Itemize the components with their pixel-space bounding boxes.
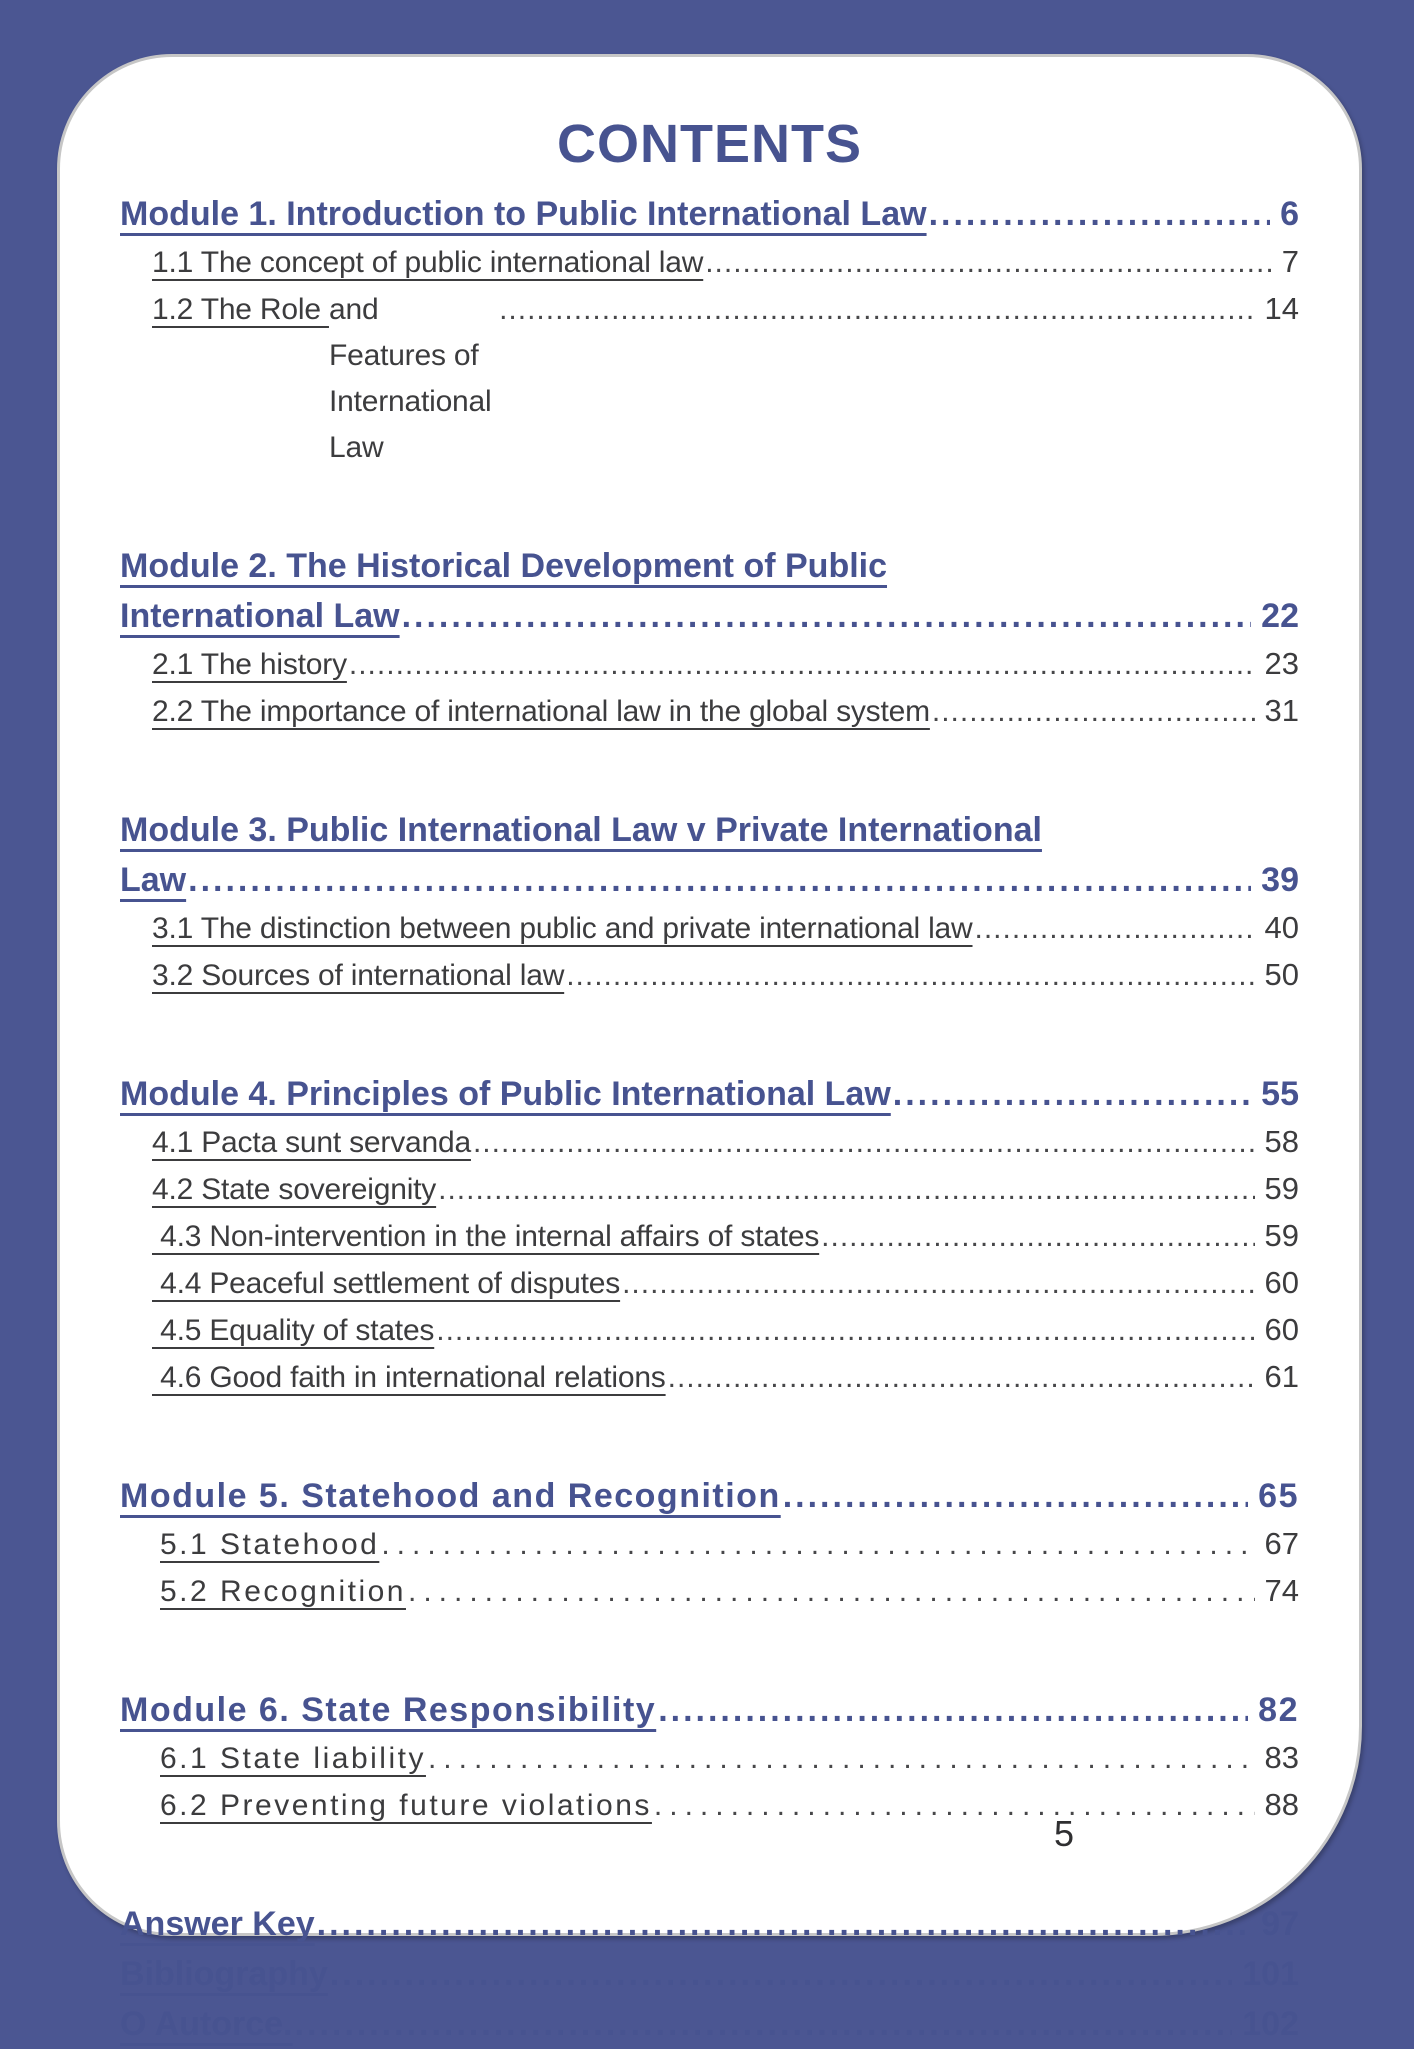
module-heading-text: Module 5. Statehood and Recognition bbox=[120, 1477, 781, 1515]
toc-item-link-text: 4.6 Good faith in international relations bbox=[152, 1361, 666, 1394]
toc-item-link-text: 4.2 State sovereignity bbox=[152, 1173, 437, 1206]
module-heading-text: Module 4. Principles of Public International Law bbox=[120, 1075, 891, 1113]
toc-item-row[interactable] bbox=[120, 952, 1299, 999]
footer-link-row[interactable] bbox=[120, 1899, 1299, 1949]
dot-leader bbox=[929, 189, 1271, 239]
module-heading-text: Module 3. Public International Law v Private International bbox=[120, 811, 1042, 849]
module-page-number: 6 bbox=[1280, 195, 1299, 233]
toc-item-link-text: 4.4 Peaceful settlement of disputes bbox=[152, 1267, 621, 1300]
dot-leader bbox=[473, 1120, 1255, 1166]
toc-item-row[interactable] bbox=[120, 1213, 1299, 1260]
item-page-number: 88 bbox=[1264, 1787, 1299, 1822]
footer-page-number: 97 bbox=[1261, 1905, 1299, 1943]
item-page-number: 40 bbox=[1264, 910, 1299, 945]
toc-item-rest-text: and Features of International Law bbox=[328, 293, 492, 464]
footer-link-text: O Autorce. bbox=[120, 2005, 293, 2043]
toc-item-link-text: 1.1 The concept of public international law bbox=[152, 246, 704, 279]
toc-footer-links bbox=[120, 1899, 1299, 2049]
module-page-number: 65 bbox=[1258, 1477, 1299, 1515]
toc-item-link-text: 4.3 Non-intervention in the internal affairs of states bbox=[152, 1220, 820, 1253]
item-page-number: 60 bbox=[1264, 1265, 1299, 1300]
item-page-number: 67 bbox=[1264, 1526, 1299, 1561]
dot-leader bbox=[654, 1783, 1255, 1829]
dot-leader bbox=[188, 855, 1251, 905]
toc-section bbox=[120, 189, 1299, 471]
toc-item-row[interactable] bbox=[120, 1119, 1299, 1166]
toc-item-row[interactable] bbox=[120, 1735, 1299, 1782]
module-heading-row[interactable] bbox=[120, 189, 1299, 239]
dot-leader bbox=[408, 1569, 1255, 1615]
dot-leader bbox=[317, 1899, 1252, 1949]
dot-leader bbox=[783, 1471, 1248, 1521]
toc-section bbox=[120, 1471, 1299, 1615]
contents-body bbox=[120, 111, 1299, 2043]
module-page-number: 82 bbox=[1258, 1691, 1299, 1729]
dot-leader bbox=[566, 953, 1254, 999]
toc-item-row[interactable] bbox=[120, 1354, 1299, 1401]
toc-item-link-text: 2.2 The importance of international law in the global system bbox=[152, 695, 930, 728]
item-page-number: 50 bbox=[1264, 957, 1299, 992]
footer-link-text: Bibliography bbox=[120, 1955, 328, 1993]
module-heading-row[interactable] bbox=[120, 1471, 1299, 1521]
item-page-number: 59 bbox=[1264, 1171, 1299, 1206]
toc-item-row[interactable] bbox=[120, 905, 1299, 952]
footer-link-row[interactable] bbox=[120, 1999, 1299, 2049]
module-page-number: 22 bbox=[1261, 597, 1299, 635]
toc-item-row[interactable] bbox=[120, 239, 1299, 286]
module-heading-text: Module 2. The Historical Development of Public bbox=[120, 547, 888, 585]
toc-item-link-text: 4.1 Pacta sunt servanda bbox=[152, 1126, 471, 1159]
toc-sections bbox=[120, 189, 1299, 1829]
dot-leader bbox=[295, 1999, 1233, 2049]
toc-item-row[interactable] bbox=[120, 1568, 1299, 1615]
toc-section bbox=[120, 1685, 1299, 1829]
item-page-number: 74 bbox=[1264, 1573, 1299, 1608]
toc-item-row[interactable] bbox=[120, 688, 1299, 735]
contents-card bbox=[57, 54, 1362, 2043]
toc-item-link-text: 2.1 The history bbox=[152, 648, 347, 681]
toc-item-link-text: 3.1 The distinction between public and private international law bbox=[152, 912, 973, 945]
module-heading-row[interactable] bbox=[120, 1685, 1299, 1735]
module-heading-text: International Law bbox=[120, 597, 400, 635]
item-page-number: 83 bbox=[1264, 1740, 1299, 1775]
item-page-number: 31 bbox=[1264, 693, 1299, 728]
module-heading-text: Law bbox=[120, 861, 187, 899]
folio-page-number: 5 bbox=[1053, 1813, 1074, 1854]
item-page-number: 59 bbox=[1264, 1218, 1299, 1253]
toc-section bbox=[120, 1069, 1299, 1401]
dot-leader bbox=[668, 1355, 1255, 1401]
module-heading-row[interactable] bbox=[120, 591, 1299, 641]
footer-page-number: 102 bbox=[1242, 2005, 1299, 2043]
toc-item-row[interactable] bbox=[120, 1260, 1299, 1307]
dot-leader bbox=[349, 642, 1255, 688]
page-title: CONTENTS bbox=[557, 114, 862, 174]
toc-item-row[interactable] bbox=[120, 1166, 1299, 1213]
toc-section bbox=[120, 805, 1299, 999]
dot-leader bbox=[381, 1522, 1254, 1568]
dot-leader bbox=[893, 1069, 1251, 1119]
item-page-number: 60 bbox=[1264, 1312, 1299, 1347]
footer-page-number: 101 bbox=[1242, 1955, 1299, 1993]
module-page-number: 55 bbox=[1261, 1075, 1299, 1113]
toc-item-row[interactable] bbox=[120, 641, 1299, 688]
item-page-number: 14 bbox=[1264, 291, 1299, 326]
dot-leader bbox=[428, 1736, 1255, 1782]
item-page-number: 58 bbox=[1264, 1124, 1299, 1159]
toc-item-link-text: 6.1 State liability bbox=[160, 1742, 426, 1775]
module-heading-row[interactable] bbox=[120, 541, 1299, 591]
module-page-number: 39 bbox=[1261, 861, 1299, 899]
toc-item-row[interactable] bbox=[120, 1782, 1299, 1829]
module-heading-row[interactable] bbox=[120, 855, 1299, 905]
toc-item-link-text: 6.2 Preventing future violations bbox=[160, 1789, 652, 1822]
dot-leader bbox=[975, 906, 1255, 952]
toc-item-row[interactable] bbox=[120, 286, 1299, 471]
module-heading-text: Module 1. Introduction to Public International Law bbox=[120, 195, 927, 233]
footer-link-text: Answer Key bbox=[120, 1905, 315, 1943]
item-page-number: 7 bbox=[1281, 244, 1299, 279]
toc-item-link-text: 5.1 Statehood bbox=[160, 1528, 380, 1561]
toc-item-row[interactable] bbox=[120, 1307, 1299, 1354]
toc-item-link-text: 4.5 Equality of states bbox=[152, 1314, 435, 1347]
toc-item-link-text: 1.2 The Role bbox=[152, 293, 329, 326]
item-page-number: 61 bbox=[1264, 1359, 1299, 1394]
module-heading-text: Module 6. State Responsibility bbox=[120, 1691, 657, 1729]
toc-item-link-text: 3.2 Sources of international law bbox=[152, 959, 565, 992]
module-heading-row[interactable] bbox=[120, 1069, 1299, 1119]
dot-leader bbox=[436, 1308, 1254, 1354]
dot-leader bbox=[821, 1214, 1254, 1260]
footer-link-row[interactable] bbox=[120, 1949, 1299, 1999]
dot-leader bbox=[438, 1167, 1254, 1213]
dot-leader bbox=[705, 240, 1272, 286]
toc-section bbox=[120, 541, 1299, 735]
module-heading-row[interactable] bbox=[120, 805, 1299, 855]
dot-leader bbox=[499, 287, 1254, 333]
dot-leader bbox=[622, 1261, 1254, 1307]
toc-item-row[interactable] bbox=[120, 1521, 1299, 1568]
dot-leader bbox=[402, 591, 1252, 641]
item-page-number: 23 bbox=[1264, 646, 1299, 681]
toc-item-link-text: 5.2 Recognition bbox=[160, 1575, 406, 1608]
dot-leader bbox=[330, 1949, 1232, 1999]
dot-leader bbox=[658, 1685, 1248, 1735]
dot-leader bbox=[932, 689, 1255, 735]
